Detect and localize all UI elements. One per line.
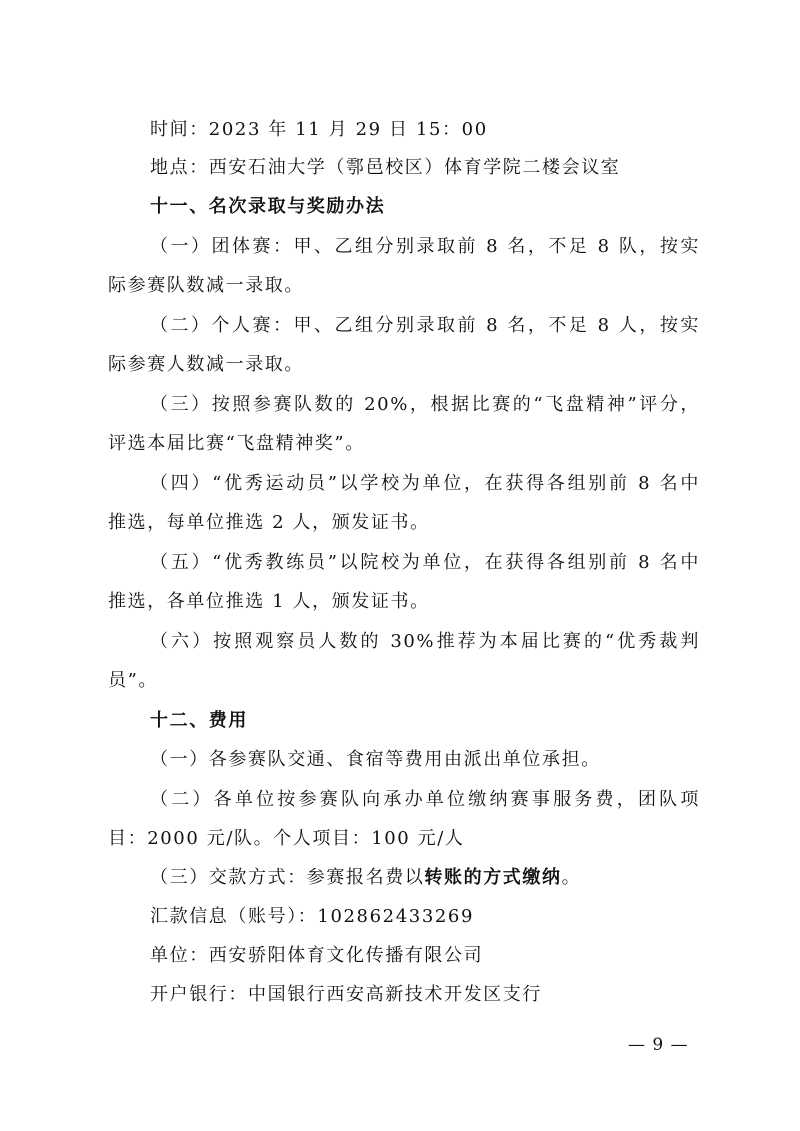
account-info: 汇款信息（账号）：102862433269 — [150, 906, 475, 927]
fee-item-3-prefix: （三）交款方式：参赛报名费以 — [150, 867, 425, 888]
meeting-location: 地点：西安石油大学（鄠邑校区）体育学院二楼会议室 — [150, 157, 621, 178]
fee-item-2-line-1: （二）各单位按参赛队向承办单位缴纳赛事服务费，团队项 — [150, 789, 700, 810]
fee-item-3-bold: 转账的方式缴纳 — [424, 867, 562, 888]
fee-item-2-line-2: 目：2000 元/队。个人项目：100 元/人 — [108, 828, 465, 849]
section-12-heading: 十二、费用 — [150, 710, 248, 731]
fee-item-1: （一）各参赛队交通、食宿等费用由派出单位承担。 — [150, 749, 601, 770]
rule-2-line-1: （二）个人赛：甲、乙组分别录取前 8 名，不足 8 人，按实 — [150, 315, 700, 336]
rule-6-line-2: 员”。 — [108, 670, 159, 691]
rule-1-line-1: （一）团体赛：甲、乙组分别录取前 8 名，不足 8 队，按实 — [150, 236, 700, 257]
rule-4-line-1: （四）“优秀运动员”以学校为单位，在获得各组别前 8 名中 — [150, 473, 700, 494]
rule-5-line-2: 推选，各单位推选 1 人，颁发证书。 — [108, 591, 430, 612]
page-number: — 9 — — [628, 1035, 689, 1055]
rule-5-line-1: （五）“优秀教练员”以院校为单位，在获得各组别前 8 名中 — [150, 552, 700, 573]
rule-3-line-1: （三）按照参赛队数的 20%，根据比赛的“飞盘精神”评分， — [150, 394, 700, 415]
fee-item-3 — [150, 866, 581, 890]
rule-6-line-1: （六）按照观察员人数的 30%推荐为本届比赛的“优秀裁判 — [150, 631, 700, 652]
payee-unit: 单位：西安骄阳体育文化传播有限公司 — [150, 945, 484, 966]
rule-4-line-2: 推选，每单位推选 2 人，颁发证书。 — [108, 512, 430, 533]
meeting-time: 时间：2023 年 11 月 29 日 15：00 — [150, 119, 488, 140]
rule-3-line-2: 评选本届比赛“飞盘精神奖”。 — [108, 433, 365, 454]
rule-2-line-2: 际参赛人数减一录取。 — [108, 354, 304, 375]
fee-item-3-suffix: 。 — [561, 867, 582, 888]
section-11-heading: 十一、名次录取与奖励办法 — [150, 196, 386, 217]
bank-name: 开户银行：中国银行西安高新技术开发区支行 — [150, 984, 542, 1005]
rule-1-line-2: 际参赛队数减一录取。 — [108, 275, 304, 296]
